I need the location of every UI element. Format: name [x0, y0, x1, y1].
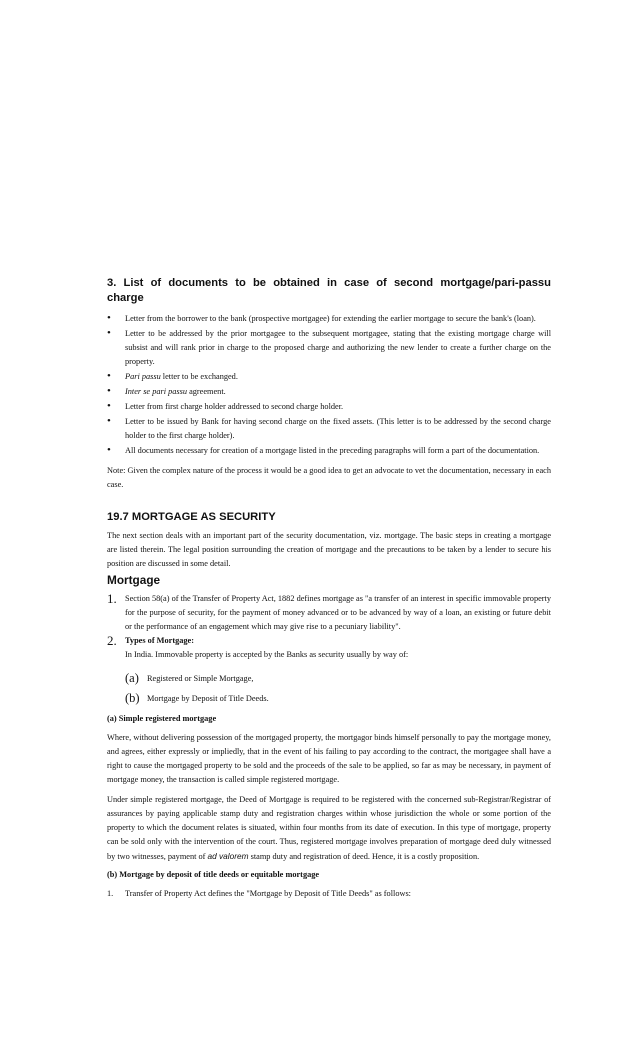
item-text: Transfer of Property Act defines the "Mortgage by Deposit of Title Deeds" as follows: — [125, 889, 411, 898]
type-text: Registered or Simple Mortgage, — [147, 674, 254, 683]
intro-paragraph: The next section deals with an important part of the security documentation, viz. mortgage. The basic steps in creating a mortgage are listed therein. The legal position surrounding the creation of mortgage and the precautions to be taken by a lender to secure his position are discussed in some detail. — [107, 531, 551, 568]
list-item: • Letter to be addressed by the prior mortgagee to the subsequent mortgagee, stating that the existing mortgage charge will subsist and will rank prior in charge to the proposed charge and authorizing the new lender to create a further charge on the property. — [107, 327, 551, 366]
bullet-icon: • — [107, 385, 111, 397]
list-item: • Inter se pari passu agreement. — [107, 385, 226, 397]
bullet-icon: • — [107, 370, 111, 382]
item-number: 1. — [107, 591, 117, 606]
list-item: • All documents necessary for creation of a mortgage listed in the preceding paragraphs will form a part of the documentation. — [107, 444, 540, 456]
simple-mortgage-heading: (a) Simple registered mortgage — [107, 714, 217, 723]
mortgage-subheading: Mortgage — [107, 573, 161, 587]
type-text: Mortgage by Deposit of Title Deeds. — [147, 694, 269, 703]
bullet-icon: • — [107, 400, 111, 412]
list-item: • Letter from the borrower to the bank (prospective mortgagee) for extending the earlier mortgage to secure the bank's (loan). — [107, 312, 536, 324]
equitable-mortgage-heading: (b) Mortgage by deposit of title deeds or equitable mortgage — [107, 870, 320, 879]
simple-mortgage-para-2: Under simple registered mortgage, the Deed of Mortgage is required to be registered with the concerned sub-Registrar/Registrar of assurances by paying applicable stamp duty and registration charges within whose jurisdiction the whole or some portion of the property to which the document relates is situated, within four months from its date of execution. In this type of mortgage, property can be sold only with the intervention of the court. Thus, registered mortgage involves preparation of mortgage deed duly witnessed by two witnesses, payment of ad valorem stamp duty and registration of deed. Hence, it is a costly proposition. — [107, 795, 551, 861]
numbered-item-2 — [107, 634, 551, 648]
bullet-icon: • — [107, 312, 111, 324]
bullet-icon: • — [107, 444, 111, 456]
section-19-7-heading: 19.7 MORTGAGE AS SECURITY — [107, 511, 276, 523]
item-number: 1. — [107, 889, 114, 898]
type-b — [107, 692, 551, 708]
type-a — [107, 672, 551, 688]
numbered-item-1 — [107, 592, 551, 634]
list-item: • Letter from first charge holder addressed to second charge holder. — [107, 400, 344, 412]
equitable-item-1 — [107, 887, 551, 901]
bullet-icon: • — [107, 415, 111, 427]
simple-mortgage-para-1: Where, without delivering possession of the mortgaged property, the mortgagor binds himself personally to pay the mortgage money, and agrees, either expressly or impliedly, that in the event of his failing to pay according to the contract, the mortgagee shall have a right to cause the mortgaged property to be sold and the proceeds of the sale to be applied, so far as may be necessary, in payment of mortgage money, the transaction is called simple registered mortgage. — [107, 733, 551, 784]
type-label: (a) — [125, 671, 139, 685]
section-3-heading: 3. List of documents to be obtained in case of second mortgage/pari-passu charge — [107, 277, 551, 304]
item-text: Section 58(a) of the Transfer of Property Act, 1882 defines mortgage as "a transfer of an interest in specific immovable property for the purpose of security, for the payment of money advanced or to be advanced by way of a loan, an existing or future debit or the performance of an engagement which may give rise to a pecuniary liability". — [125, 594, 551, 631]
document-page — [107, 276, 551, 901]
note-paragraph: Note: Given the complex nature of the process it would be a good idea to get an advocate to vet the documentation, necessary in each case. — [107, 466, 551, 489]
types-intro: In India. Immovable property is accepted by the Banks as security usually by way of: — [125, 650, 409, 659]
item-number: 2. — [107, 633, 117, 648]
documents-list — [107, 312, 551, 458]
list-item: • Pari passu letter to be exchanged. — [107, 370, 238, 382]
bullet-icon: • — [107, 327, 111, 339]
item-title: Types of Mortgage: — [125, 636, 194, 645]
type-label: (b) — [125, 691, 140, 705]
list-item: • Letter to be issued by Bank for having second charge on the fixed assets. (This letter is to be addressed by the second charge holder to the first charge holder). — [107, 415, 551, 440]
